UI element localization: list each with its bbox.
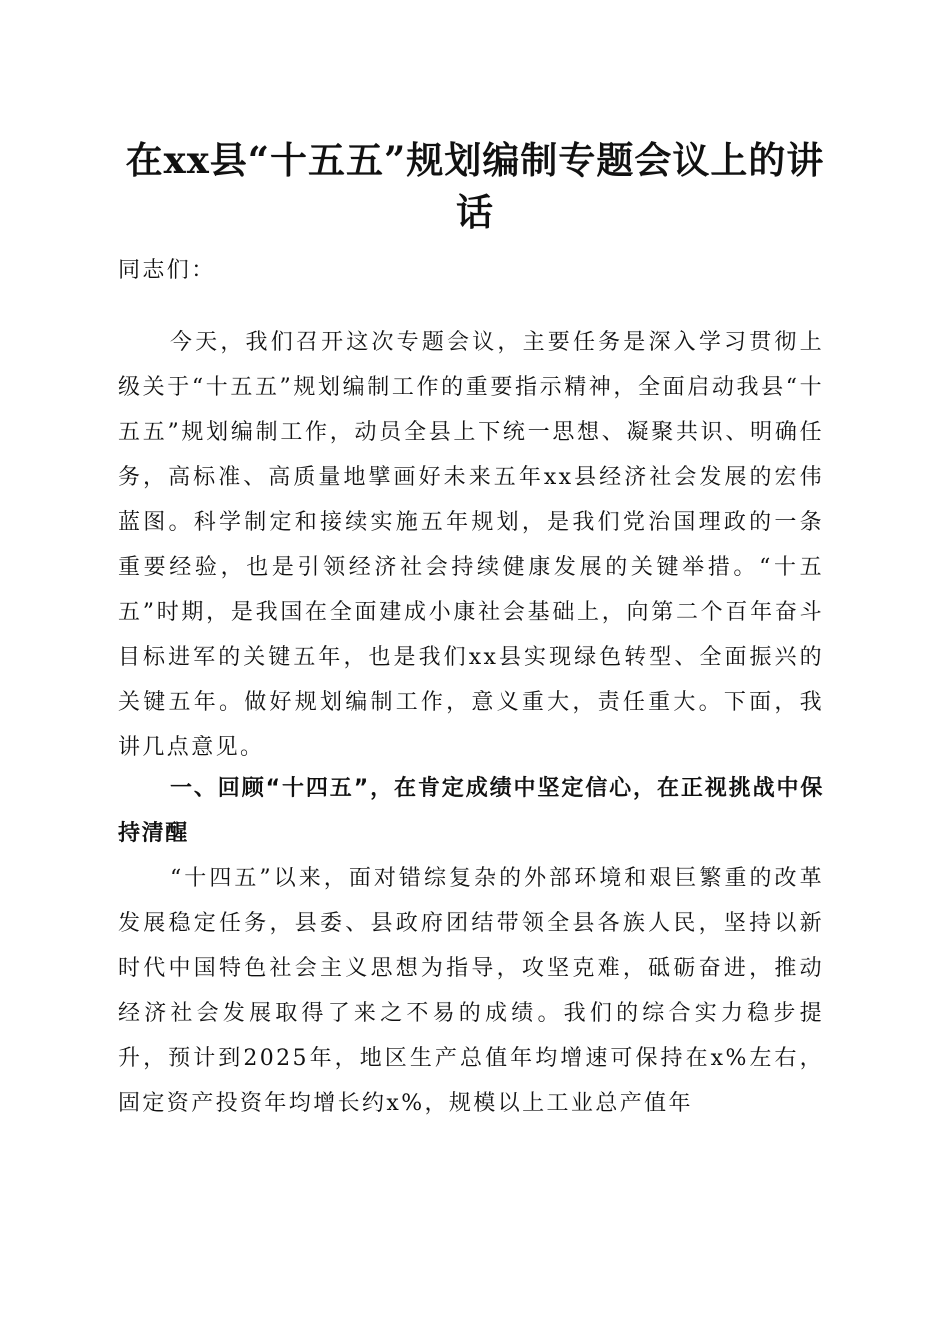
salutation: 同志们： [118,258,216,283]
document-title: 在xx县“十五五”规划编制专题会议上的讲话 [125,138,825,234]
intro-paragraph: 今天，我们召开这次专题会议，主要任务是深入学习贯彻上级关于“十五五”规划编制工作的重要指示精神，全面启动我县“十五五”规划编制工作，动员全县上下统一思想、凝聚共识、明确任务，高标准、高质量地擘画好未来五年xx县经济社会发展的宏伟蓝图。科学制定和接续实施五年规划，是我们党治国理政的一条重要经验，也是引领经济社会持续健康发展的关键举措。“十五五”时期，是我国在全面建成小康社会基础上，向第二个百年奋斗目标进军的关键五年，也是我们xx县实现绿色转型、全面振兴的关键五年。做好规划编制工作，意义重大，责任重大。下面，我讲几点意见。 [118,330,824,760]
section-paragraph: “十四五”以来，面对错综复杂的外部环境和艰巨繁重的改革发展稳定任务，县委、县政府团结带领全县各族人民，坚持以新时代中国特色社会主义思想为指导，攻坚克难，砥砺奋进，推动经济社会发展取得了来之不易的成绩。我们的综合实力稳步提升，预计到2025年，地区生产总值年均增速可保持在x%左右，固定资产投资年均增长约x%，规模以上工业总产值年 [118,866,824,1116]
section-heading: 一、回顾“十四五”，在肯定成绩中坚定信心，在正视挑战中保持清醒 [118,776,824,846]
